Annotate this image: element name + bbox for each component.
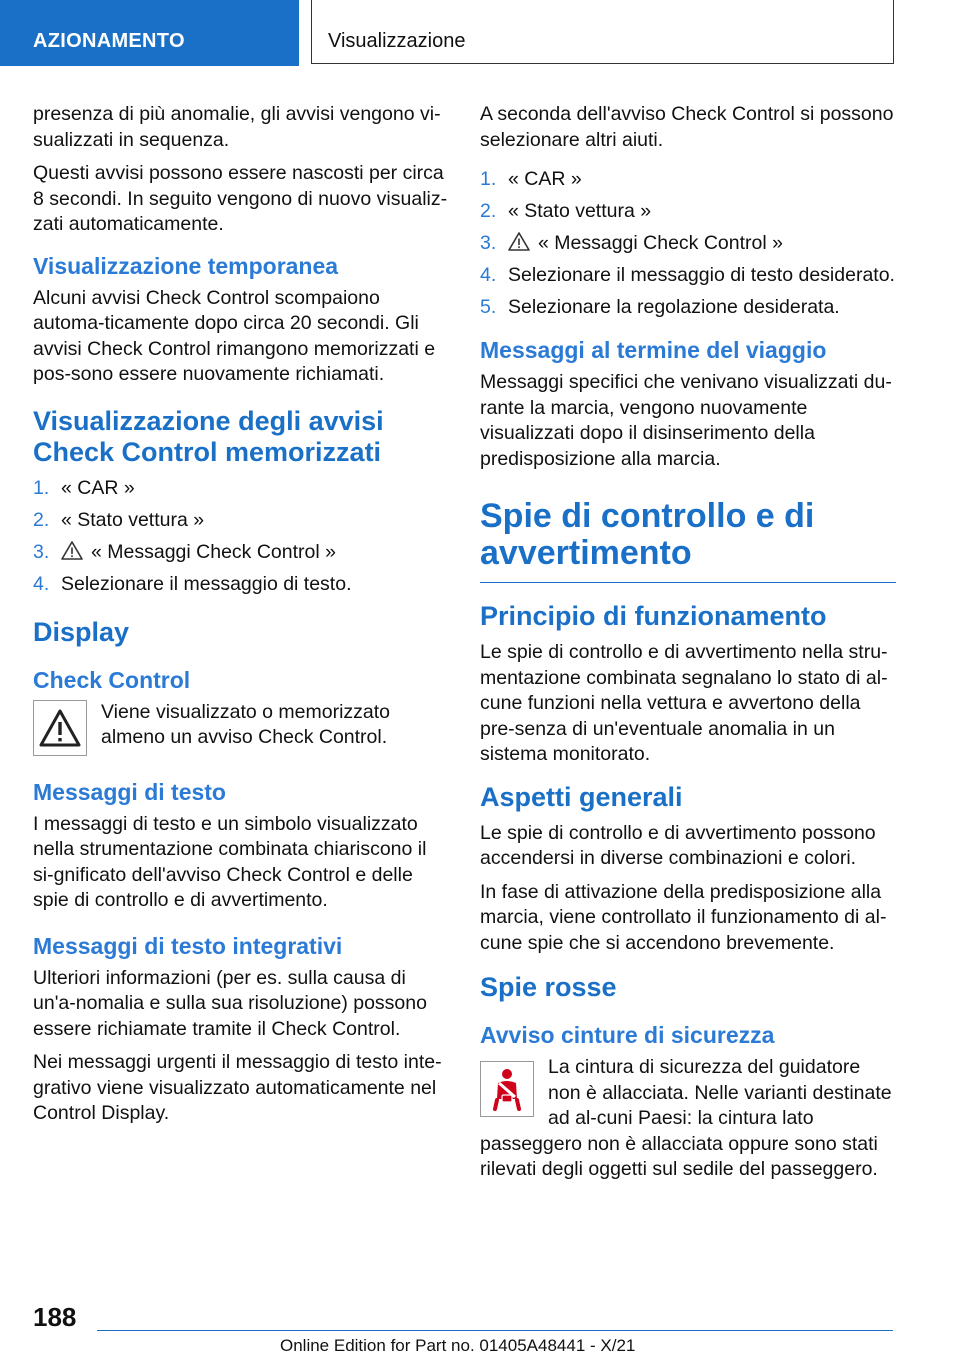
warning-triangle-icon <box>38 708 82 748</box>
heading-functional-principle: Principio di funzionamento <box>480 601 827 631</box>
paragraph: presenza di più anomalie, gli avvisi vengono vi-sualizzati in sequenza. <box>33 103 441 151</box>
heading-seatbelt-warning: Avviso cinture di sicurezza <box>480 1022 775 1048</box>
paragraph: I messaggi di testo e un simbolo visualizzato nella strumentazione combinata chiariscono il si-gnificato dell'avviso Check Control e delle spie di controllo e di avvertimento. <box>33 812 427 911</box>
heading-additional-messages: Messaggi di testo integrativi <box>33 932 343 959</box>
header-chapter-label: Visualizzazione <box>328 30 466 52</box>
heading-temporary-display: Visualizzazione temporanea <box>33 252 339 279</box>
page-number: 188 <box>33 1302 77 1332</box>
list-item: 4. Selezionare il messaggio di testo. <box>33 572 352 595</box>
list-item: 1. « CAR » <box>480 168 582 190</box>
paragraph: Le spie di controllo e di avvertimento possono accendersi in diverse combinazioni e colori. <box>480 821 876 869</box>
paragraph: Questi avvisi possono essere nascosti per circa 8 secondi. In seguito vengono di nuovo visualiz-zati automaticamente. <box>33 162 448 235</box>
check-control-block <box>33 700 451 756</box>
paragraph: A seconda dell'avviso Check Control si possono selezionare altri aiuti. <box>480 103 894 151</box>
right-column <box>480 102 896 1191</box>
heading-text-messages: Messaggi di testo <box>33 778 226 805</box>
list-item: 5. Selezionare la regolazione desiderata. <box>480 296 840 318</box>
warning-icon-box <box>33 700 87 756</box>
chapter-title: Spie di controllo e di avvertimento <box>480 497 815 572</box>
paragraph: La cintura di sicurezza del guidatore non è allacciata. Nelle varianti destinate ad al-cuni Paesi: la cintura lato passeggero non è allacciata oppure sono stati rilevati degli oggetti sul sedile del passeggero. <box>480 1056 892 1180</box>
seatbelt-block <box>480 1055 896 1183</box>
steps-list <box>480 167 896 320</box>
chapter-rule <box>480 582 896 583</box>
paragraph: Ulteriori informazioni (per es. sulla causa di un'a-nomalia e sulla sua risoluzione) possono essere richiamate tramite il Check Control. <box>33 966 427 1040</box>
warning-triangle-icon <box>61 541 83 560</box>
list-item: 2. « Stato vettura » <box>33 508 205 531</box>
list-item: 3. « Messaggi Check Control » <box>33 540 336 563</box>
footer-edition: Online Edition for Part no. 01405A48441 - X/21 <box>280 1336 636 1355</box>
heading-general-aspects: Aspetti generali <box>480 781 683 812</box>
seatbelt-icon-box <box>480 1061 534 1117</box>
steps-list <box>33 476 451 597</box>
footer-rule <box>97 1330 893 1331</box>
list-item: 4. Selezionare il messaggio di testo desiderato. <box>480 264 895 286</box>
warning-triangle-icon <box>508 232 530 251</box>
seatbelt-warning-icon <box>487 1067 527 1111</box>
header-chapter-box <box>311 0 894 64</box>
paragraph: Viene visualizzato o memorizzato almeno un avviso Check Control. <box>101 700 391 748</box>
paragraph: Nei messaggi urgenti il messaggio di testo inte-grativo viene visualizzato automaticamente nel Control Display. <box>33 1051 442 1124</box>
paragraph: Le spie di controllo e di avvertimento nella stru-mentazione combinata segnalano lo stato di al-cune funzioni nella vettura e avvertono della pre-senza di un'eventuale anomalia in un sistema monitorato. <box>480 641 888 765</box>
left-column <box>33 102 451 1135</box>
heading-end-trip-messages: Messaggi al termine del viaggio <box>480 337 827 363</box>
paragraph: Messaggi specifici che venivano visualizzati du-rante la marcia, vengono nuovamente visualizzati dopo il disinserimento della predisposizione alla marcia. <box>480 371 892 470</box>
heading-display: Display <box>33 616 130 647</box>
heading-red-lights: Spie rosse <box>480 972 617 1002</box>
header-section-label: AZIONAMENTO <box>33 30 185 52</box>
heading-check-control: Check Control <box>33 666 191 693</box>
heading-stored-messages: Visualizzazione degli avvisi Check Control memorizzati <box>33 405 384 467</box>
list-item: 1. « CAR » <box>33 476 135 499</box>
paragraph: Alcuni avvisi Check Control scompaiono automa-ticamente dopo circa 20 secondi. Gli avvisi Check Control rimangono memorizzati e pos-sono essere nuovamente richiamati. <box>33 286 436 385</box>
paragraph: In fase di attivazione della predisposizione alla marcia, viene controllato il funzionamento di al-cune spie che si accendono brevemente. <box>480 880 887 954</box>
header-section-tab <box>0 0 299 66</box>
list-item: 3. « Messaggi Check Control » <box>480 232 783 254</box>
list-item: 2. « Stato vettura » <box>480 200 652 222</box>
